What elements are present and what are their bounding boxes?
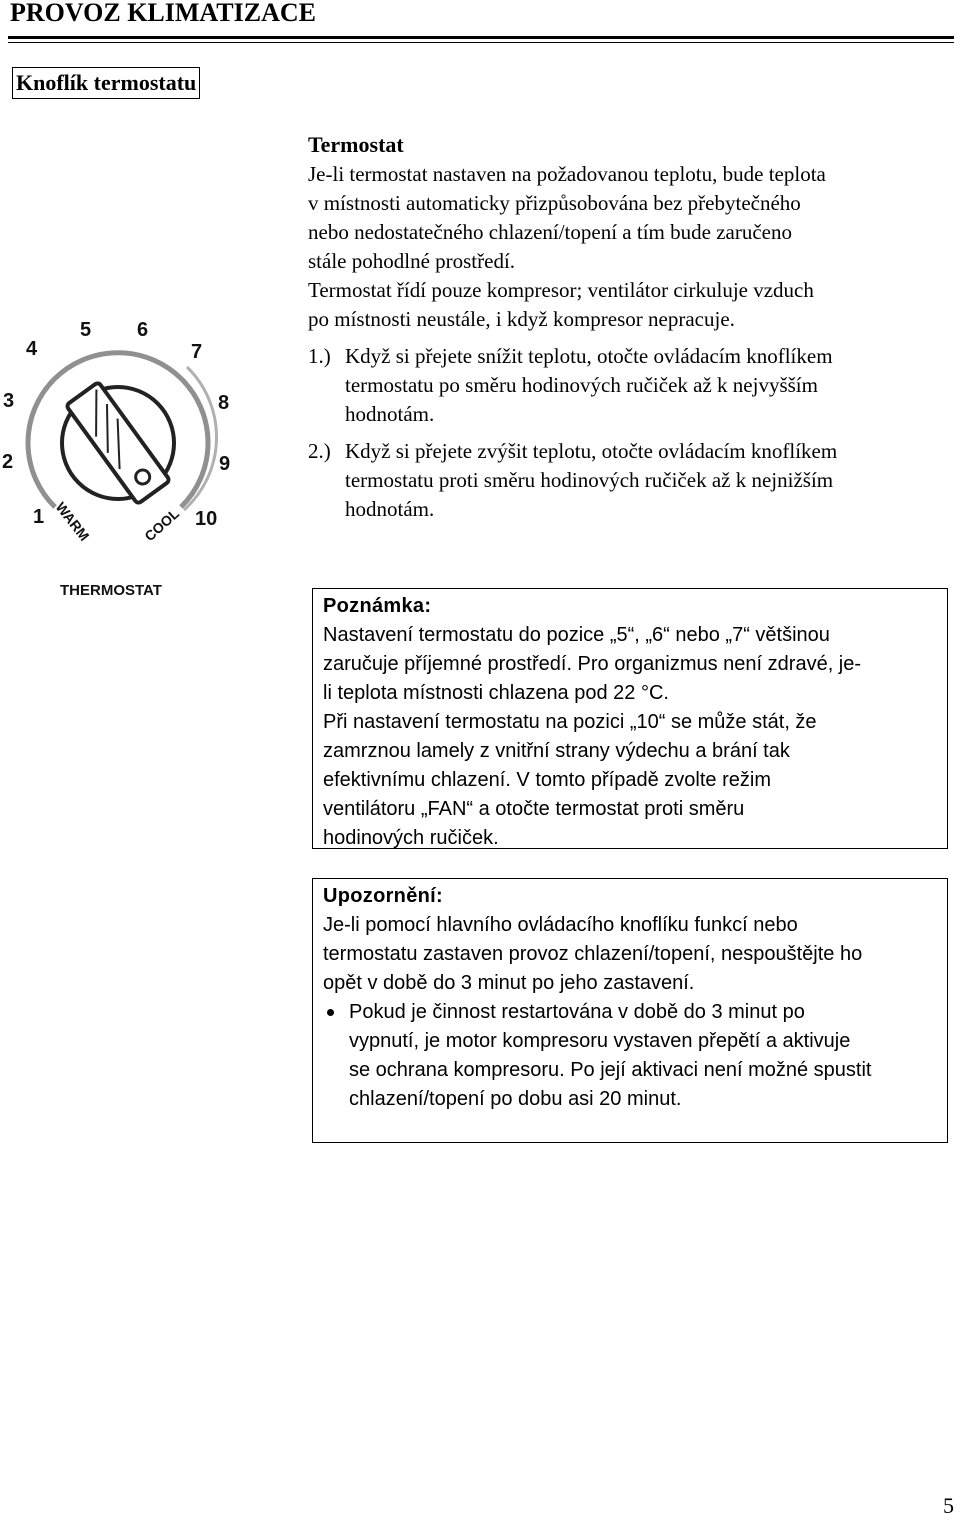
- dial-number-9: 9: [219, 453, 231, 475]
- dial-number-6: 6: [137, 319, 149, 341]
- note-line: ventilátoru „FAN“ a otočte termostat proti směru: [323, 798, 745, 820]
- item-line: hodnotám.: [345, 497, 435, 521]
- thermostat-line: Termostat řídí pouze kompresor; ventilátor cirkuluje vzduch: [308, 278, 814, 302]
- note-line: zaručuje příjemné prostředí. Pro organizmus není zdravé, je-: [323, 653, 862, 675]
- bullet-line: Pokud je činnost restartována v době do 3 minut po: [349, 1001, 805, 1023]
- numbered-item: [308, 342, 948, 429]
- thermostat-dial-illustration: [0, 305, 250, 617]
- dial-number-7: 7: [191, 341, 203, 363]
- note-box: [312, 588, 948, 849]
- thermostat-heading: Termostat: [308, 132, 404, 157]
- note-line: hodinových ručiček.: [323, 827, 499, 849]
- note-line: Nastavení termostatu do pozice „5“, „6“ nebo „7“ většinou: [323, 624, 830, 646]
- dial-number-10: 10: [195, 508, 218, 530]
- item-line: hodnotám.: [345, 402, 435, 426]
- item-number: 2.): [308, 439, 331, 463]
- page-number: 5: [943, 1493, 954, 1518]
- thermostat-text: [308, 130, 948, 524]
- note-line: li teplota místnosti chlazena pod 22 °C.: [323, 682, 669, 704]
- warning-line: termostatu zastaven provoz chlazení/topení, nespouštějte ho: [323, 943, 863, 965]
- warning-line: opět v době do 3 minut po jeho zastavení.: [323, 972, 695, 994]
- item-number: 1.): [308, 344, 331, 368]
- dial-cool-label: COOL: [141, 505, 183, 545]
- warning-box: [312, 878, 948, 1143]
- item-line: Když si přejete snížit teplotu, otočte ovládacím knoflíkem: [345, 344, 833, 368]
- thermostat-line: stále pohodlné prostředí.: [308, 249, 516, 273]
- bullet-line: chlazení/topení po dobu asi 20 minut.: [349, 1088, 682, 1110]
- header-rule-thick: [8, 36, 954, 39]
- dial-number-5: 5: [80, 319, 92, 341]
- dial-warm-label: WARM: [52, 498, 93, 544]
- thermostat-line: Je-li termostat nastaven na požadovanou teplotu, bude teplota: [308, 162, 826, 186]
- header-rule-thin: [8, 42, 954, 43]
- item-line: termostatu proti směru hodinových ručiček až k nejnižším: [345, 468, 834, 492]
- warning-bullet-item: [323, 998, 947, 1114]
- note-title: Poznámka:: [323, 595, 432, 617]
- note-line: zamrznou lamely z vnitřní strany výdechu a brání tak: [323, 740, 790, 762]
- dial-number-4: 4: [26, 338, 38, 360]
- item-line: Když si přejete zvýšit teplotu, otočte ovládacím knoflíkem: [345, 439, 838, 463]
- page-title: PROVOZ KLIMATIZACE: [10, 0, 316, 27]
- note-line: efektivnímu chlazení. V tomto případě zvolte režim: [323, 769, 771, 791]
- item-line: termostatu po směru hodinových ručiček až k nejvyšším: [345, 373, 818, 397]
- dial-number-1: 1: [33, 506, 45, 528]
- dial-caption: THERMOSTAT: [60, 582, 162, 599]
- bullet-line: se ochrana kompresoru. Po její aktivaci není možné spustit: [349, 1059, 872, 1081]
- thermostat-line: v místnosti automaticky přizpůsobována bez přebytečného: [308, 191, 801, 215]
- bullet-line: vypnutí, je motor kompresoru vystaven přepětí a aktivuje: [349, 1030, 851, 1052]
- warning-title: Upozornění:: [323, 885, 443, 907]
- numbered-item: [308, 437, 948, 524]
- dial-number-3: 3: [3, 390, 15, 412]
- section-label: Knoflík termostatu: [12, 67, 200, 99]
- bullet-icon: [327, 1009, 334, 1016]
- warning-line: Je-li pomocí hlavního ovládacího knoflíku funkcí nebo: [323, 914, 798, 936]
- dial-number-2: 2: [2, 451, 14, 473]
- thermostat-line: nebo nedostatečného chlazení/topení a tím bude zaručeno: [308, 220, 792, 244]
- dial-number-8: 8: [218, 392, 230, 414]
- thermostat-line: po místnosti neustále, i když kompresor nepracuje.: [308, 307, 735, 331]
- note-line: Při nastavení termostatu na pozici „10“ se může stát, že: [323, 711, 817, 733]
